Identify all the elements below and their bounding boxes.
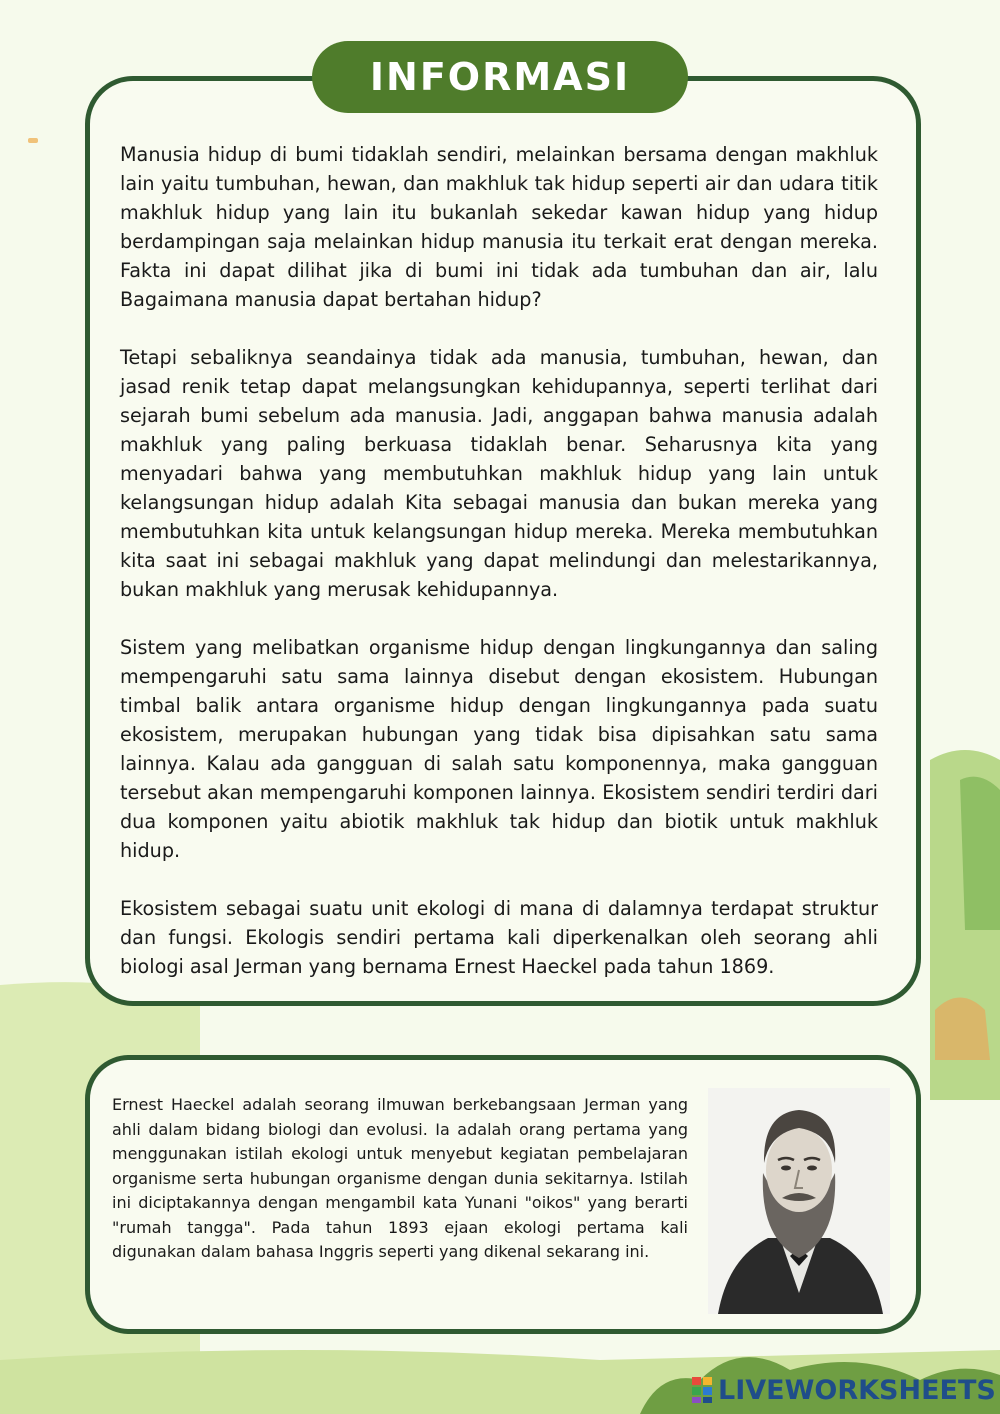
bio-text: Ernest Haeckel adalah seorang ilmuwan berkebangsaan Jerman yang ahli dalam bidang biologi dan evolusi. Ia adalah orang pertama yang menggunakan istilah ekologi untuk menyebut kegiatan pembelajaran organisme serta hubungan organisme dengan dunia sekitarnya. Istilah ini diciptakannya dengan mengambil kata Yunani "oikos" yang berarti "rumah tangga". Pada tahun 1893 ejaan ekologi pertama kali digunakan dalam bahasa Inggris seperti yang dikenal sekarang ini. xyxy=(112,1095,688,1261)
paragraph-2: Tetapi sebaliknya seandainya tidak ada manusia, tumbuhan, hewan, dan jasad renik tetap dapat melangsungkan kehidupannya, seperti terlihat dari sejarah bumi sebelum ada manusia. Jadi, anggapan bahwa manusia adalah makhluk yang paling berkuasa tidaklah benar. Seharusnya kita yang menyadari bahwa yang membutuhkan makhluk hidup yang lain untuk kelangsungan hidup adalah Kita sebagai manusia dan bukan mereka yang membutuhkan kita untuk kelangsungan hidup mereka. Mereka membutuhkan kita saat ini sebagai makhluk yang dapat melindungi dan melestarikannya, bukan makhluk yang merusak kehidupannya. xyxy=(120,346,878,601)
logo-text: LIVEWORKSHEETS xyxy=(718,1374,996,1406)
paragraph-1: Manusia hidup di bumi tidaklah sendiri, melainkan bersama dengan makhluk lain yaitu tumbuhan, hewan, dan makhluk tak hidup seperti air dan udara titik makhluk hidup yang lain itu bukanlah sekedar kawan hidup yang hidup berdampingan saja melainkan hidup manusia itu terkait erat dengan mereka. Fakta ini dapat dilihat jika di bumi ini tidak ada tumbuhan dan air, lalu Bagaimana manusia dapat bertahan hidup? xyxy=(120,143,878,311)
info-body xyxy=(120,140,878,981)
haeckel-portrait-image xyxy=(708,1088,890,1314)
small-mark xyxy=(28,138,38,143)
right-bush-dark xyxy=(960,777,1000,930)
paragraph-3: Sistem yang melibatkan organisme hidup dengan lingkungannya dan saling mempengaruhi satu sama lainnya disebut dengan ekosistem. Hubungan timbal balik antara organisme hidup dengan lingkungannya pada suatu ekosistem, merupakan hubungan yang tidak bisa dipisahkan satu sama lainnya. Kalau ada gangguan di salah satu komponennya, maka gangguan tersebut akan mempengaruhi komponen lainnya. Ekosistem sendiri terdiri dari dua komponen yaitu abiotik makhluk tak hidup dan biotik untuk makhluk hidup. xyxy=(120,636,878,862)
liveworksheets-logo-icon xyxy=(692,1375,714,1405)
liveworksheets-logo xyxy=(692,1372,996,1408)
section-title: INFORMASI xyxy=(312,41,688,113)
paragraph-4: Ekosistem sebagai suatu unit ekologi di mana di dalamnya terdapat struktur dan fungsi. Ekologis sendiri pertama kali diperkenalkan oleh seorang ahli biologi asal Jerman yang bernama Ernest Haeckel pada tahun 1869. xyxy=(120,897,878,978)
